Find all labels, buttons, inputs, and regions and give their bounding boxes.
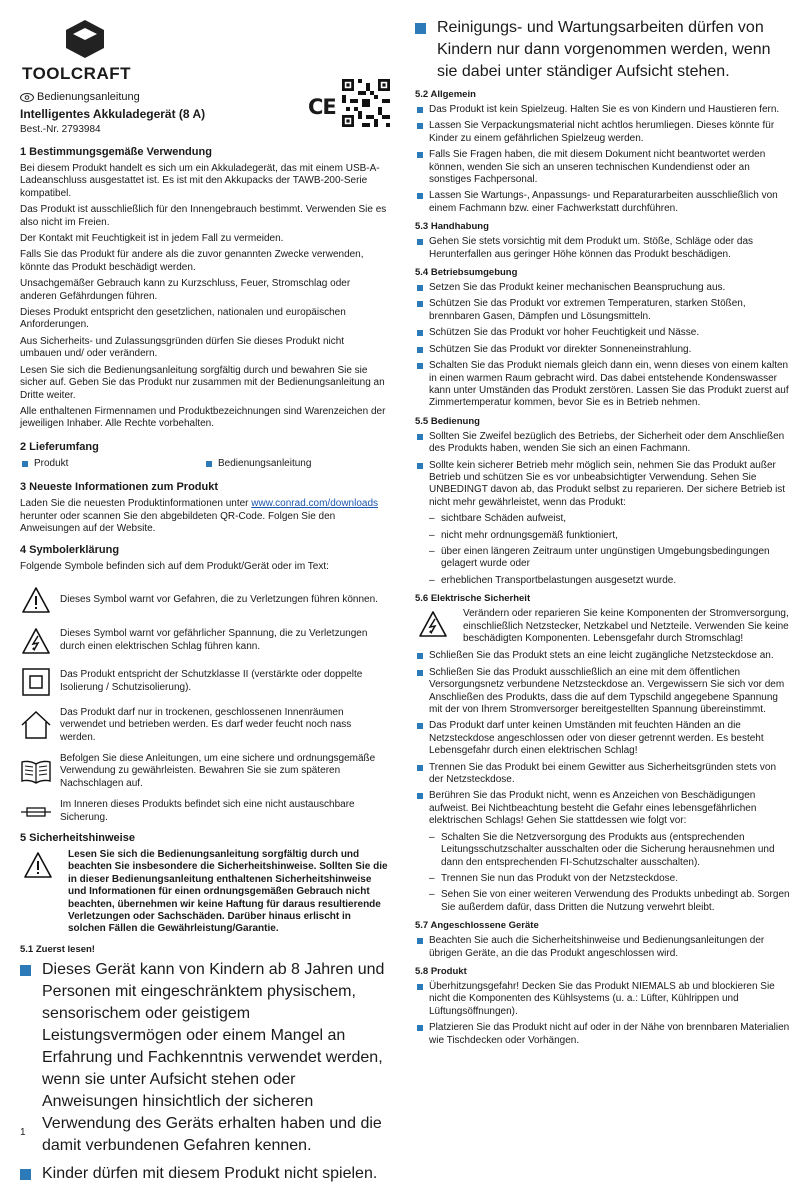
symbol-row <box>20 584 388 616</box>
s1-paragraph: Lesen Sie sich die Bedienungsanleitung sorgfältig durch und bewahren Sie sie sicher auf. Geben Sie das Produkt nur zusammen mit der Bedienungsanleitung an Dritte weiter. <box>20 364 385 401</box>
safety-warning <box>20 849 388 936</box>
list-item: Schalten Sie das Produkt niemals gleich dann ein, wenn dieses von einem kalten in einen warmen Raum gebracht wird. Das dabei entstehende Kondenswasser kann unter Umständen das Produkt zerstören. Lassen Sie das Produkt zuerst auf Zimmertemperatur kommen, bevor Sie es in Betrieb nehmen. <box>415 360 790 410</box>
delivery-list <box>20 458 388 474</box>
warning-triangle-icon <box>21 586 51 614</box>
electrical-list <box>415 650 790 827</box>
high-voltage-icon <box>418 610 448 638</box>
list-item: – nicht mehr ordnungsgemäß funktioniert, <box>429 530 790 542</box>
list-item: Schützen Sie das Produkt vor extremen Temperaturen, starken Stößen, brennbaren Gasen, Dämpfen und Lösungsmitteln. <box>415 298 790 323</box>
doc-type: Bedienungsanleitung <box>37 91 140 103</box>
product-list <box>415 981 790 1047</box>
protection-class-2-icon <box>21 667 51 697</box>
qr-code-icon <box>342 79 390 127</box>
section-1-body <box>20 163 388 431</box>
symbol-text: Dieses Symbol warnt vor gefährlicher Spannung, die zu Verletzungen durch einen elektrischen Schlag führen kann. <box>60 628 368 652</box>
section-5-5-heading: 5.5 Bedienung <box>415 415 480 427</box>
list-item: – Trennen Sie nun das Produkt von der Netzsteckdose. <box>429 873 790 885</box>
s3-text: Laden Sie die neuesten Produktinformationen unter <box>20 498 252 510</box>
left-column <box>20 0 388 1191</box>
section-4-heading: 4 Symbolerklärung <box>20 544 120 557</box>
operation-list <box>415 431 790 509</box>
list-item: Schließen Sie das Produkt stets an eine leicht zugängliche Netzsteckdose an. <box>415 650 790 662</box>
electrical-dash-list <box>415 832 790 914</box>
list-item: Schließen Sie das Produkt ausschließlich an eine mit dem öffentlichen Versorgungsnetz verbundene Netzsteckdose an. Vergewissern Sie sich vor dem Anschließen des Produkts, dass die auf dem Typschild angegebene Spannung mit der von Ihrem Stromversorger bereitgestellten Spannung übereinstimmt. <box>415 667 790 717</box>
order-number: Best.-Nr. 2793984 <box>20 124 101 135</box>
list-item: Bedienungsanleitung <box>204 458 388 470</box>
list-item: Das Produkt darf unter keinen Umständen mit feuchten Händen an die Netzsteckdose angeschlossen oder von dieser getrennt werden. Es besteht Lebensgefahr durch einen elektrischen Schlag! <box>415 720 790 757</box>
list-item: Dieses Gerät kann von Kindern ab 8 Jahren und Personen mit eingeschränktem physischem, sensorischem oder geistigem Leistungsvermögen oder einem Mangel an Erfahrung und Fachkenntnis verwendet werden, wenn sie unter Aufsicht stehen oder Anweisungen hinsichtlich der sicheren Verwendung des Geräts erhalten haben und die damit verbundenen Gefahren kennen. <box>20 959 388 1157</box>
symbol-row <box>20 799 388 824</box>
list-item: – sichtbare Schäden aufweist, <box>429 513 790 525</box>
section-5-heading: 5 Sicherheitshinweise <box>20 832 135 844</box>
list-item: – erheblichen Transportbelastungen ausgesetzt wurde. <box>429 575 790 587</box>
s3-paragraph <box>20 498 388 535</box>
list-item: – über einen längeren Zeitraum unter ungünstigen Umgebungsbedingungen gelagert wurde oder <box>429 546 790 571</box>
first-read-list-cont <box>415 17 790 83</box>
high-voltage-icon <box>21 627 51 655</box>
s1-paragraph: Dieses Produkt entspricht den gesetzlichen, nationalen und europäischen Anforderungen. <box>20 307 346 331</box>
list-item: Lassen Sie Wartungs-, Anpassungs- und Reparaturarbeiten ausschließlich von einem Fachmann bzw. einer Fachwerkstatt durchführen. <box>415 190 790 215</box>
section-3-heading: 3 Neueste Informationen zum Produkt <box>20 481 219 494</box>
operation-dash-list <box>415 513 790 587</box>
right-column <box>415 0 790 1051</box>
section-5-8-heading: 5.8 Produkt <box>415 965 467 977</box>
symbol-row <box>20 666 388 698</box>
list-item: – Sehen Sie von einer weiteren Verwendung des Produkts unbedingt ab. Sorgen Sie außerdem dafür, dass Dritten die Nutzung verwehrt bleibt. <box>429 889 790 914</box>
symbol-text: Befolgen Sie diese Anleitungen, um eine sichere und ordnungsgemäße Verwendung zu gewährleisten. Bewahren Sie sie zum späteren Nachschlagen auf. <box>60 752 376 789</box>
list-item: – Schalten Sie die Netzversorgung des Produkts aus (entsprechenden Leitungsschutzschalter ausschalten oder die Sicherung herausnehmen und dann den entsprechenden FI-Schutzschalter ausschalten). <box>429 832 790 869</box>
s1-paragraph: Das Produkt ist ausschließlich für den Innengebrauch bestimmt. Verwenden Sie es also nicht im Freien. <box>20 204 387 228</box>
list-item: Gehen Sie stets vorsichtig mit dem Produkt um. Stöße, Schläge oder das Herunterfallen aus geringer Höhe können das Produkt beschädigen. <box>415 236 790 261</box>
list-item: Beachten Sie auch die Sicherheitshinweise und Bedienungsanleitungen der übrigen Geräte, an die das Produkt angeschlossen wird. <box>415 935 790 960</box>
eye-icon <box>20 93 34 102</box>
ce-mark: CE <box>308 95 336 119</box>
s1-paragraph: Der Kontakt mit Feuchtigkeit ist in jedem Fall zu vermeiden. <box>20 233 284 245</box>
list-item: Überhitzungsgefahr! Decken Sie das Produkt NIEMALS ab und blockieren Sie nicht die Komponenten des Kühlsystems (u. a.: Lüfter, Kühlrippen und Lüftungsöffnungen). <box>415 981 790 1018</box>
section-5-3-heading: 5.3 Handhabung <box>415 221 489 233</box>
electrical-warning-text: Verändern oder reparieren Sie keine Komponenten der Stromversorgung, einschließlich Netzstecker, Netzkabel und Netzteile. Verwenden Sie keine beschädigten Komponenten. Lebensgefahr durch Stromschlag! <box>463 608 789 644</box>
toolcraft-logo <box>20 0 388 88</box>
fuse-icon <box>21 806 51 818</box>
page-number: 1 <box>20 1127 26 1138</box>
list-item: Berühren Sie das Produkt nicht, wenn es Anzeichen von Beschädigungen aufweist. Bei Nichtbeachtung besteht die Gefahr eines lebensgefährlichen elektrischen Schlags! Gehen Sie stattdessen wie folgt vor: <box>415 790 790 827</box>
indoor-house-icon <box>20 710 52 740</box>
section-2-heading: 2 Lieferumfang <box>20 440 99 453</box>
s1-paragraph: Alle enthaltenen Firmennamen und Produktbezeichnungen sind Warenzeichen der jeweiligen Inhaber. Alle Rechte vorbehalten. <box>20 405 386 430</box>
symbol-text: Das Produkt darf nur in trockenen, geschlossenen Innenräumen verwendet und betrieben werden. Es darf weder feucht noch nass werden. <box>60 706 352 743</box>
brand-name: TOOLCRAFT <box>22 64 132 83</box>
symbol-text: Im Inneren dieses Produkts befindet sich eine nicht austauschbare Sicherung. <box>60 799 355 823</box>
handling-list <box>415 236 790 261</box>
environment-list <box>415 282 790 410</box>
s1-paragraph: Aus Sicherheits- und Zulassungsgründen dürfen Sie dieses Produkt nicht umbauen und/ oder verändern. <box>20 335 345 360</box>
s1-paragraph: Unsachgemäßer Gebrauch kann zu Kurzschluss, Feuer, Stromschlag oder anderen Gefährdungen führen. <box>20 278 351 302</box>
list-item: Kinder dürfen mit diesem Produkt nicht spielen. <box>20 1163 388 1185</box>
list-item: Sollten Sie Zweifel bezüglich des Betriebs, der Sicherheit oder dem Anschließen des Produkts haben, wenden Sie sich an einen Fachmann. <box>415 431 790 456</box>
section-5-4-heading: 5.4 Betriebsumgebung <box>415 267 518 279</box>
symbol-text: Das Produkt entspricht der Schutzklasse II (verstärkte oder doppelte Isolierung / Schutzisolierung). <box>60 669 363 693</box>
list-item: Reinigungs- und Wartungsarbeiten dürfen von Kindern nur dann vorgenommen werden, wenn sie dabei unter ständiger Aufsicht stehen. <box>415 17 790 83</box>
list-item: Platzieren Sie das Produkt nicht auf oder in der Nähe von brennbaren Materialien wie Tischdecken oder Vorhängen. <box>415 1022 790 1047</box>
open-book-icon <box>20 759 52 785</box>
list-item: Schützen Sie das Produkt vor hoher Feuchtigkeit und Nässe. <box>415 327 790 339</box>
s3-text: herunter oder scannen Sie den abgebildeten QR-Code. Folgen Sie den Anweisungen auf der Website. <box>20 510 336 534</box>
connected-devices-list <box>415 935 790 960</box>
product-title: Intelligentes Akkuladegerät (8 A) <box>20 107 206 121</box>
general-list <box>415 104 790 215</box>
s1-paragraph: Bei diesem Produkt handelt es sich um ein Akkuladegerät, das mit einem USB-A-Ladeanschluss ausgestattet ist. Es ist mit den Akkupacks der TAWB-200-Serie kompatibel. <box>20 163 380 199</box>
s1-paragraph: Falls Sie das Produkt für andere als die zuvor genannten Zwecke verwenden, könnte das Produkt beschädigt werden. <box>20 249 364 273</box>
symbol-text: Dieses Symbol warnt vor Gefahren, die zu Verletzungen führen können. <box>60 593 378 605</box>
warning-triangle-icon <box>23 851 53 879</box>
section-5-2-heading: 5.2 Allgemein <box>415 89 476 100</box>
downloads-link[interactable]: www.conrad.com/downloads <box>251 498 379 510</box>
list-item: Schützen Sie das Produkt vor direkter Sonneneinstrahlung. <box>415 344 790 356</box>
section-1-heading: 1 Bestimmungsgemäße Verwendung <box>20 146 212 158</box>
list-item: Das Produkt ist kein Spielzeug. Halten Sie es von Kindern und Haustieren fern. <box>415 104 790 116</box>
list-item: Produkt <box>20 458 204 470</box>
section-5-6-heading: 5.6 Elektrische Sicherheit <box>415 593 531 605</box>
list-item: Lassen Sie Verpackungsmaterial nicht achtlos herumliegen. Dieses könnte für Kinder zu einem gefährlichen Spielzeug werden. <box>415 120 790 145</box>
symbol-row <box>20 753 388 790</box>
s4-intro: Folgende Symbole befinden sich auf dem Produkt/Gerät oder im Text: <box>20 561 329 573</box>
symbol-row <box>20 625 388 657</box>
first-read-list <box>20 959 388 1185</box>
electrical-warning <box>415 608 790 645</box>
list-item: Setzen Sie das Produkt keiner mechanischen Beanspruchung aus. <box>415 282 790 294</box>
section-5-7-heading: 5.7 Angeschlossene Geräte <box>415 920 539 932</box>
list-item: Trennen Sie das Produkt bei einem Gewitter aus Sicherheitsgründen stets von der Netzsteckdose. <box>415 762 790 787</box>
symbol-row <box>20 707 388 744</box>
list-item: Sollte kein sicherer Betrieb mehr möglich sein, nehmen Sie das Produkt außer Betrieb und schützen Sie es vor unbeabsichtigter Verwendung. Sehen Sie UNBEDINGT davon ab, das Produkt selbst zu reparieren. Der sichere Betrieb ist nicht mehr gewährleistet, wenn das Produkt: <box>415 460 790 510</box>
safety-warning-text: Lesen Sie sich die Bedienungsanleitung sorgfältig durch und beachten Sie insbesondere die Sicherheitshinweise. Sollten Sie die in dieser Bedienungsanleitung enthaltenen Sicherheitshinweise und Informationen für einen ordnungsgemäßen Gebrauch nicht beachten, übernehmen wir keine Haftung für daraus resultierende Verletzungen oder Sachschäden. Darüber hinaus erlischt in solchen Fällen die Gewährleistung/Garantie. <box>68 849 388 935</box>
list-item: Falls Sie Fragen haben, die mit diesem Dokument nicht beantwortet werden können, wenden Sie sich an unseren technischen Kundendienst oder an sonstiges Fachpersonal. <box>415 149 790 186</box>
section-5-1-heading: 5.1 Zuerst lesen! <box>20 943 95 955</box>
